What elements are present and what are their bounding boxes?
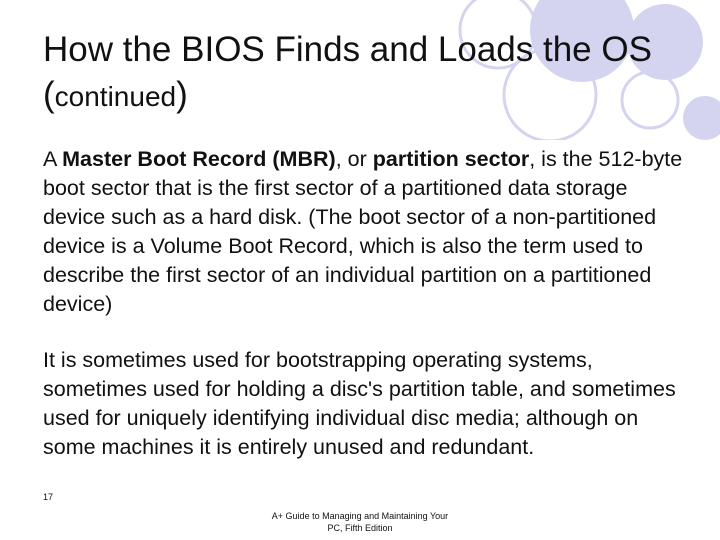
deco-circle-filled — [683, 96, 720, 140]
slide-title-continued: continued — [54, 81, 177, 112]
term-mbr: Master Boot Record (MBR) — [62, 147, 336, 171]
paragraph-mbr-definition — [43, 145, 693, 319]
term-partition-sector: partition sector — [372, 147, 530, 171]
slide-number: 17 — [43, 492, 54, 502]
slide-title-main: How the BIOS Finds and Loads the OS ( — [43, 30, 652, 114]
footer-line-2: PC, Fifth Edition — [327, 523, 393, 533]
slide-title — [43, 27, 683, 119]
text-run: A — [43, 147, 63, 171]
footer — [240, 510, 480, 534]
paragraph-mbr-uses: It is sometimes used for bootstrapping operating systems, sometimes used for holding a disc's partition table, and sometimes used for uniquely identifying individual disc media; although on some machines it is entirely unused and redundant. — [43, 348, 676, 459]
text-run: , or — [335, 147, 373, 171]
footer-line-1: A+ Guide to Managing and Maintaining Your — [271, 511, 449, 521]
text-run: , is the 512-byte boot sector that is the first sector of a partitioned data storage device such as a hard disk. (The boot sector of a non-partitioned device is a Volume Boot Record, which is also the term used to describe the first sector of an individual partition on a partitioned device) — [43, 147, 683, 316]
slide-title-end: ) — [176, 75, 188, 114]
